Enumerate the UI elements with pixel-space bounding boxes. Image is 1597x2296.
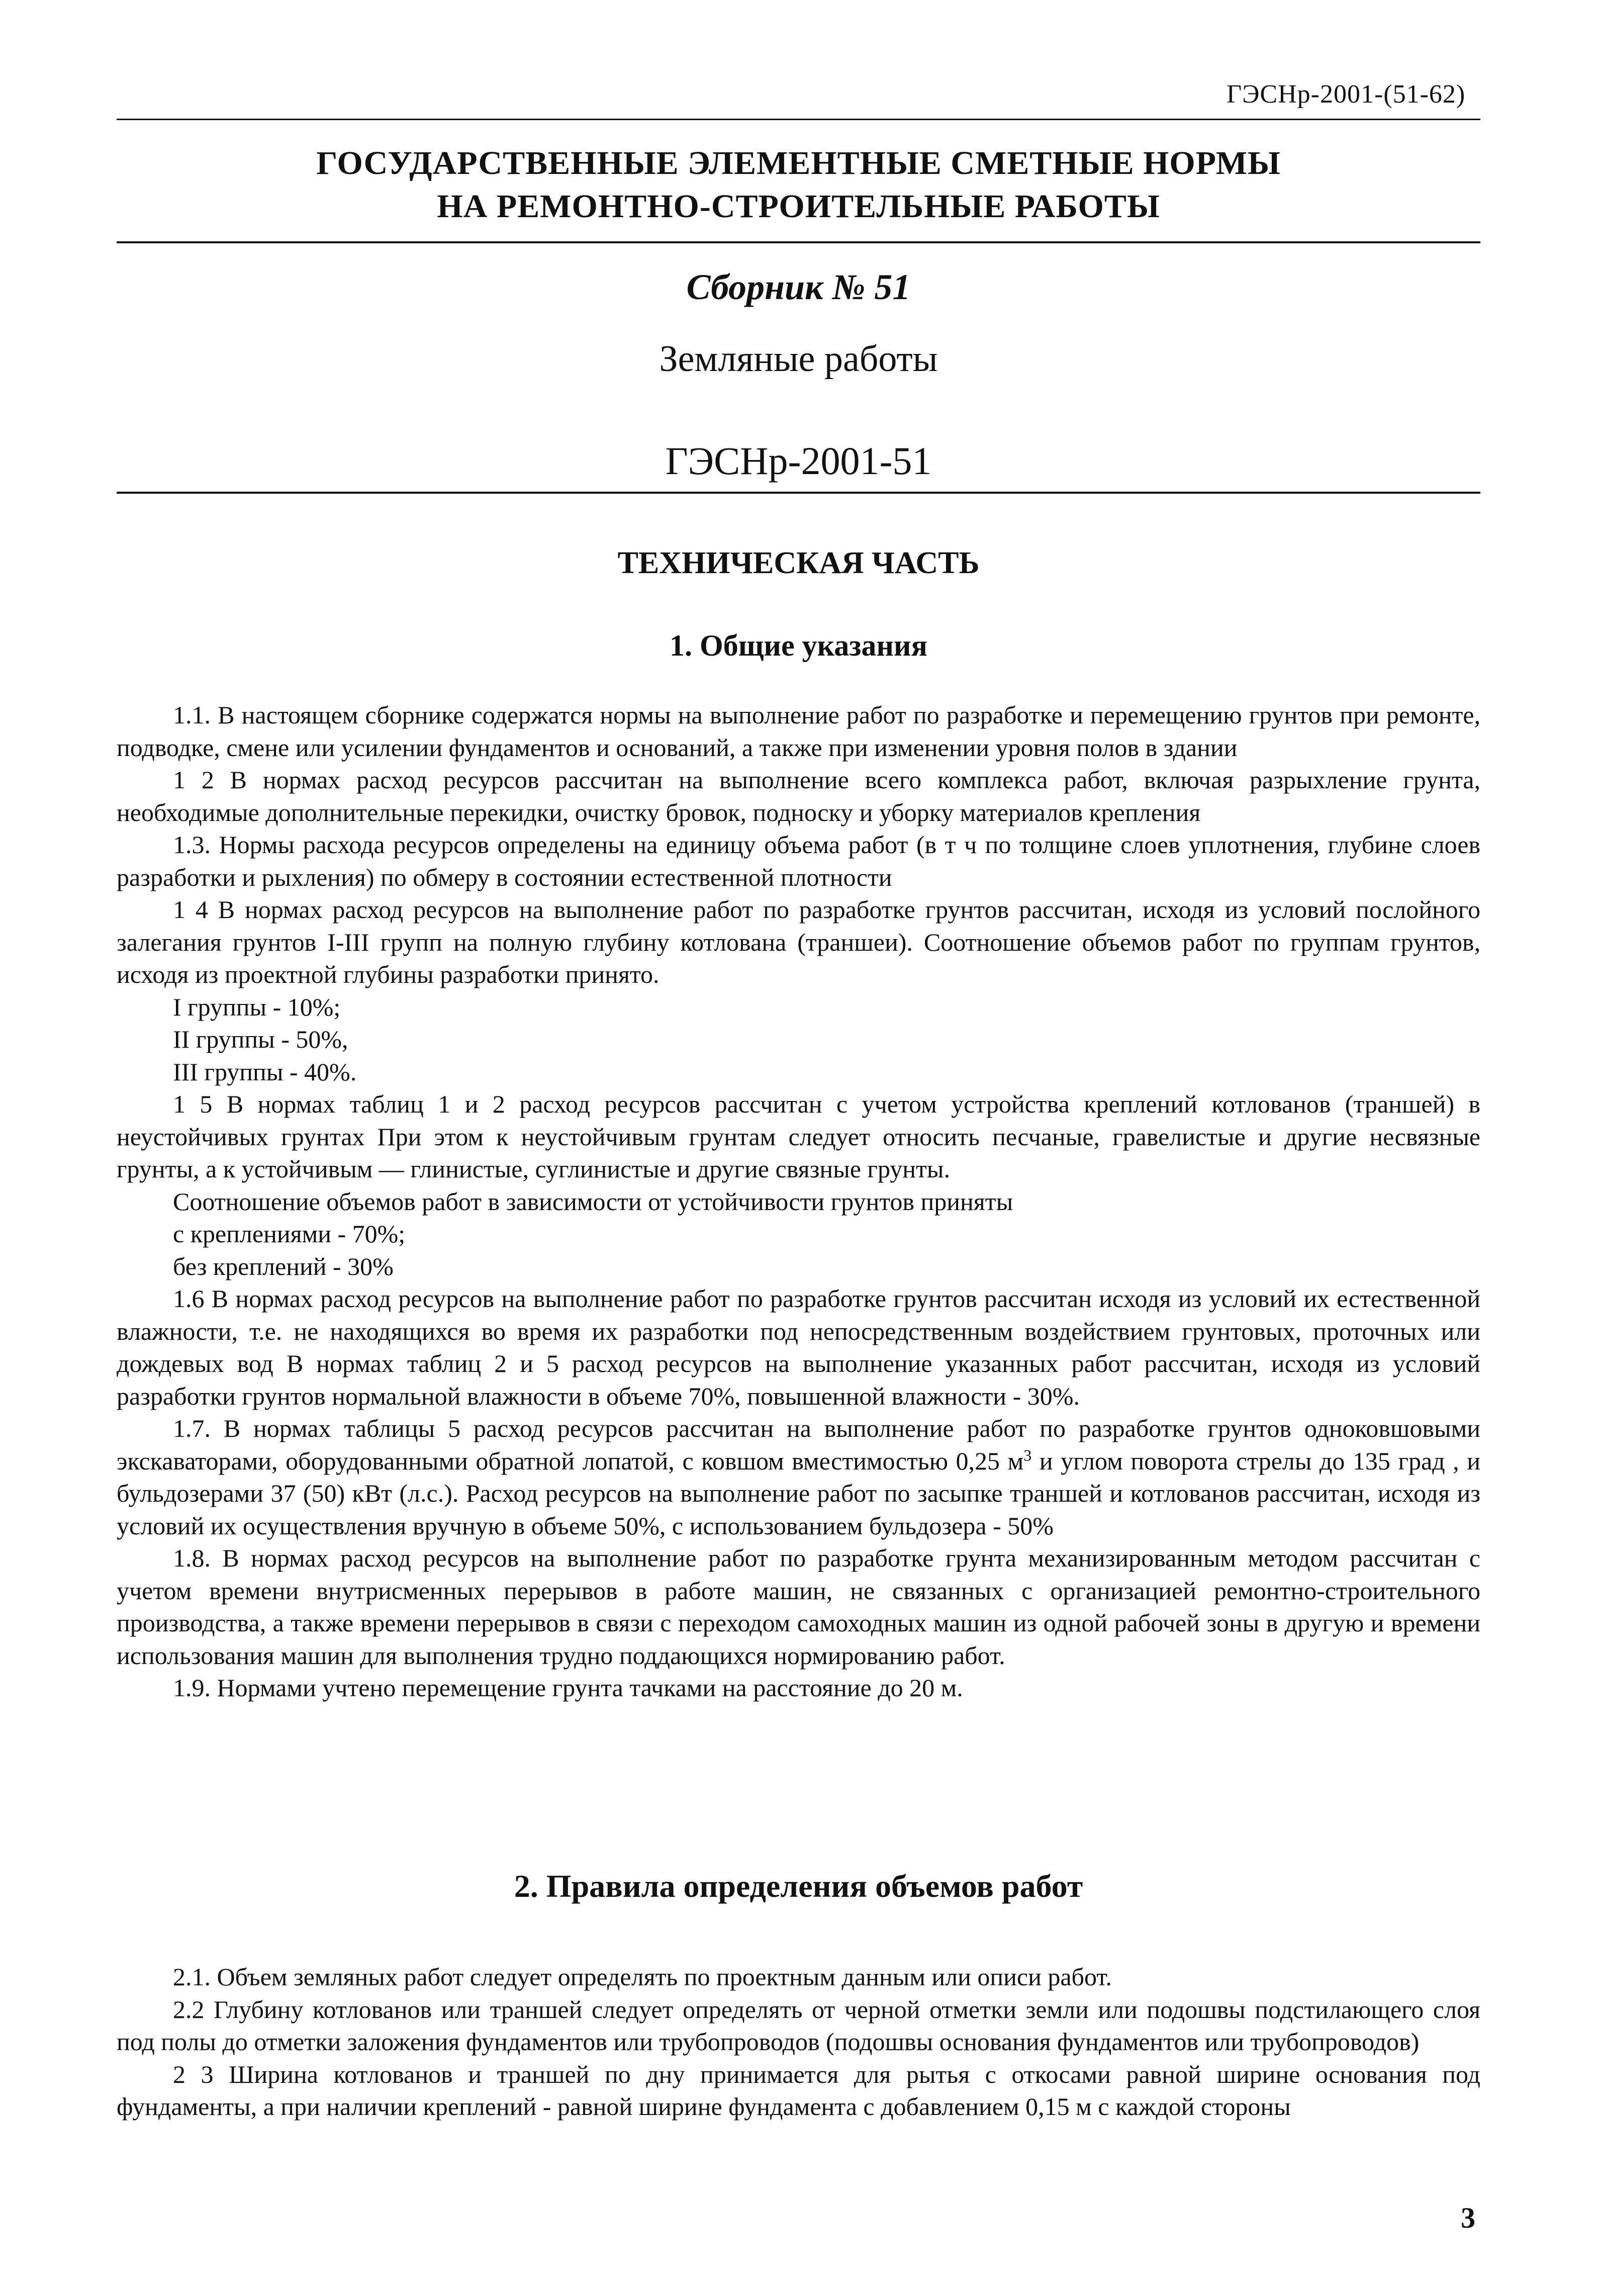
group-2-share: II группы - 50%,: [173, 1025, 348, 1053]
group-1-share: I группы - 10%;: [173, 992, 341, 1021]
stability-ratio-note: Соотношение объемов работ в зависимости от устойчивости грунтов приняты: [173, 1187, 1013, 1216]
section-1-title: 1. Общие указания: [670, 629, 927, 662]
main-title-line-1: ГОСУДАРСТВЕННЫЕ ЭЛЕМЕНТНЫЕ СМЕТНЫЕ НОРМЫ: [316, 145, 1281, 181]
paragraph-1-1: 1.1. В настоящем сборнике содержатся нормы на выполнение работ по разработке и перемещению грунтов при ремонте, подводке, смене или усилении фундаментов и оснований, а также при изменении уровня полов в здании: [117, 701, 1480, 762]
group-3-share: III группы - 40%.: [173, 1057, 357, 1086]
paragraph-1-4: 1 4 В нормах расход ресурсов на выполнение работ по разработке грунтов рассчитан, исходя из условий послойного залегания грунтов I-III групп на полную глубину котлована (траншеи). Соотношение объемов работ по группам грунтов, исходя из проектной глубины разработки принято.: [117, 895, 1480, 988]
collection-rule: [117, 492, 1480, 494]
section-2-title: 2. Правила определения объемов работ: [514, 1868, 1083, 1904]
section-1-body: [117, 699, 1480, 1704]
section-2-body: [117, 1961, 1480, 2123]
header-rule: [117, 119, 1480, 120]
paragraph-1-7-part-2: и углом поворота стрелы до 135 град , и бульдозерами 37 (50) кВт (л.с.). Расход ресурсов на выполнение работ по засыпке траншей и котлованов рассчитан, исходя из условий их осуществления вручную в объеме 50%, с использованием бульдозера - 50%: [117, 1446, 1481, 1540]
cubic-superscript: 3: [1023, 1445, 1032, 1464]
title-rule: [117, 241, 1480, 243]
main-title: [0, 142, 1597, 228]
running-header-code: ГЭСНр-2001-(51-62): [1227, 80, 1466, 109]
without-fastening-share: без креплений - 30%: [173, 1252, 394, 1280]
collection-name: Земляные работы: [659, 338, 938, 380]
paragraph-1-6: 1.6 В нормах расход ресурсов на выполнение работ по разработке грунтов рассчитан исходя из условий их естественной влажности, т.е. не находящихся во время их разработки под непосредственным воздействием грунтовых, проточных или дождевых вод В нормах таблиц 2 и 5 расход ресурсов на выполнение указанных работ рассчитан, исходя из условий разработки грунтов нормальной влажности в объеме 70%, повышенной влажности - 30%.: [117, 1284, 1480, 1410]
paragraph-2-2: 2.2 Глубину котлованов или траншей следует определять от черной отметки земли или подошвы подстилающего слоя под полы до отметки заложения фундаментов или трубопроводов (подошвы основания фундаментов или трубопроводов): [117, 1995, 1480, 2056]
paragraph-1-7: [117, 1412, 1480, 1542]
paragraph-2-1: 2.1. Объем земляных работ следует определять по проектным данным или описи работ.: [173, 1963, 1112, 1991]
paragraph-1-3: 1.3. Нормы расхода ресурсов определены на единицу объема работ (в т ч по толщине слоев уплотнения, глубине слоев разработки и рыхления) по обмеру в состоянии естественной плотности: [117, 831, 1480, 891]
main-title-line-2: НА РЕМОНТНО-СТРОИТЕЛЬНЫЕ РАБОТЫ: [437, 188, 1160, 225]
with-fastening-share: с креплениями - 70%;: [173, 1220, 406, 1248]
paragraph-1-7-part-1: 1.7. В нормах таблицы 5 расход ресурсов рассчитан на выполнение работ по разработке грунтов одноковшовыми экскаваторами, оборудованными обратной лопатой, с ковшом вместимостью 0,25 м: [117, 1414, 1480, 1475]
paragraph-2-3: 2 3 Ширина котлованов и траншей по дну принимается для рытья с откосами равной ширине основания под фундаменты, а при наличии креплений - равной ширине фундамента с добавлением 0,15 м с каждой стороны: [117, 2060, 1480, 2121]
collection-code: ГЭСНр-2001-51: [665, 439, 932, 483]
technical-part-title: ТЕХНИЧЕСКАЯ ЧАСТЬ: [617, 546, 980, 580]
page-number: 3: [1461, 2201, 1475, 2234]
paragraph-1-2: 1 2 В нормах расход ресурсов рассчитан на выполнение всего комплекса работ, включая разрыхление грунта, необходимые дополнительные перекидки, очистку бровок, подноску и уборку материалов крепления: [117, 766, 1480, 826]
collection-number: Сборник № 51: [686, 267, 911, 307]
paragraph-1-9: 1.9. Нормами учтено перемещение грунта тачками на расстояние до 20 м.: [173, 1674, 963, 1702]
paragraph-1-5: 1 5 В нормах таблиц 1 и 2 расход ресурсов рассчитан с учетом устройства креплений котлованов (траншей) в неустойчивых грунтах При этом к неустойчивым грунтам следует относить песчаные, гравелистые и другие несвязные грунты, а к устойчивым — глинистые, суглинистые и другие связные грунты.: [117, 1090, 1480, 1183]
paragraph-1-8: 1.8. В нормах расход ресурсов на выполнение работ по разработке грунта механизированным методом рассчитан с учетом времени внутрисменных перерывов в работе машин, не связанных с организацией ремонтно-строительного производства, а также времени перерывов в связи с переходом самоходных машин из одной рабочей зоны в другую и времени использования машин для выполнения трудно поддающихся нормированию работ.: [117, 1544, 1480, 1670]
